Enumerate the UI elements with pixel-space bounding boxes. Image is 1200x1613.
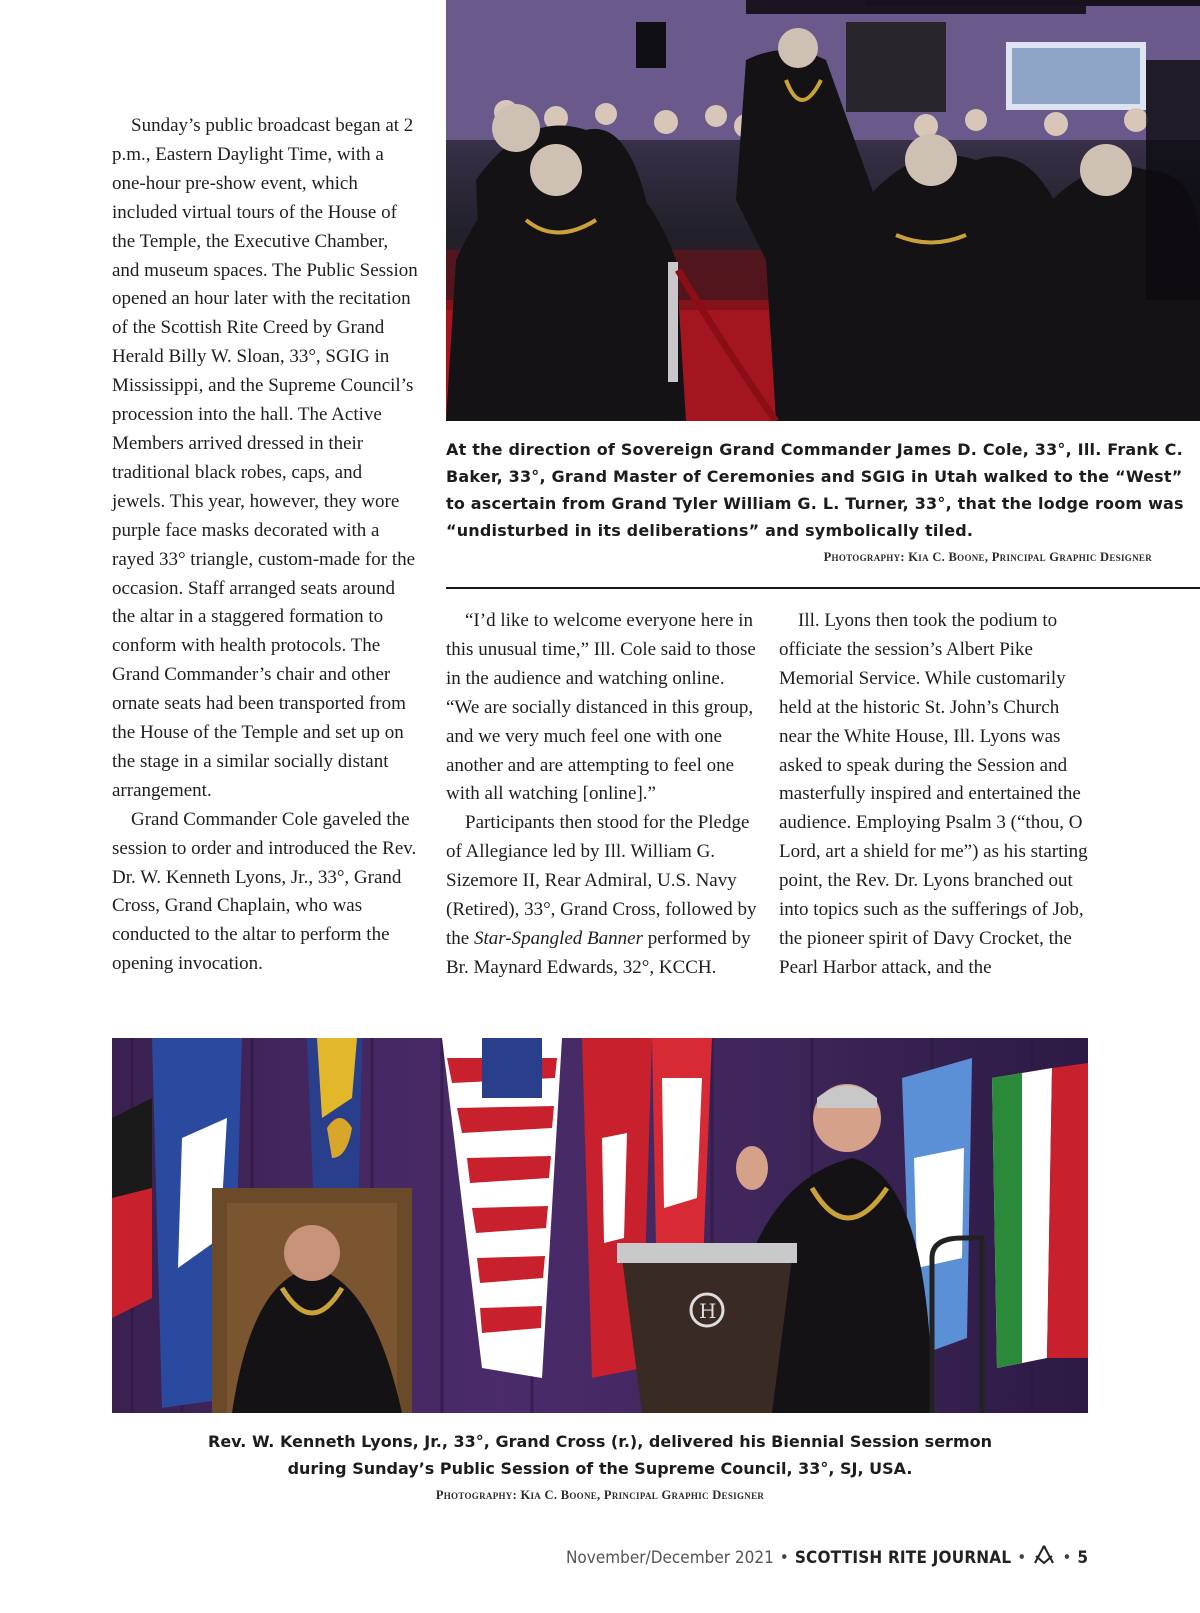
caption-line: Rev. W. Kenneth Lyons, Jr., 33°, Grand Cross (r.), delivered his Biennial Session sermon — [208, 1432, 992, 1451]
sermon-photo — [112, 1038, 1088, 1413]
procession-photo — [446, 0, 1200, 421]
bottom-photo-caption — [112, 1428, 1088, 1482]
square-and-compass-icon — [1032, 1545, 1056, 1570]
separator: • — [1017, 1547, 1027, 1568]
paragraph: “I’d like to welcome everyone here in this unusual time,” Ill. Cole said to those in the audience and watching online. “We are socially distanced in this group, and we very much feel one with one another and are attempting to feel one with all watching [online].” — [446, 610, 756, 805]
text-run: Participants then stood for the Pledge of Allegiance led by Ill. William G. Sizemore II, Rear Admiral, U.S. Navy (Retired), 33°, Grand Cross, followed by the — [446, 812, 757, 949]
article-column-2 — [446, 607, 758, 983]
caption-line: during Sunday’s Public Session of the Supreme Council, 33°, SJ, USA. — [287, 1459, 913, 1478]
page-footer — [566, 1545, 1088, 1570]
paragraph: Sunday’s public broadcast began at 2 p.m., Eastern Daylight Time, with a one-hour pre-show event, which included virtual tours of the House of the Temple, the Executive Chamber, and museum spaces. The Public Session opened an hour later with the recitation of the Scottish Rite Creed by Grand Herald Billy W. Sloan, 33°, SGIG in Mississippi, and the Supreme Council’s procession into the hall. The Active Members arrived dressed in their traditional black robes, caps, and jewels. This year, however, they wore purple face masks decorated with a rayed 33° triangle, custom-made for the occasion. Staff arranged seats around the altar in a staggered formation to conform with health protocols. The Grand Commander’s chair and other ornate seats had been transported from the House of the Temple and set up on the stage in a similar socially distant arrangement. — [112, 115, 418, 801]
anthem-title: Star-Spangled Banner — [473, 927, 643, 949]
separator: • — [1062, 1547, 1072, 1568]
sermon-photo-illustration — [112, 1038, 1088, 1413]
article-column-3 — [779, 607, 1089, 983]
bottom-photo-credit: Photography: Kia C. Boone, Principal Graphic Designer — [435, 1488, 765, 1502]
top-photo-caption: At the direction of Sovereign Grand Commander James D. Cole, 33°, Ill. Frank C. Baker, 33°, Grand Master of Ceremonies and SGIG in Utah walked to the “West” to ascertain from Grand Tyler William G. L. Turner, 33°, that the lodge room was “undisturbed in its deliberations” and symbolically tiled. — [446, 440, 1184, 540]
top-photo-credit: Photography: Kia C. Boone, Principal Graphic Designer — [823, 550, 1152, 564]
page-number: 5 — [1077, 1547, 1088, 1568]
text-run: performed by Br. Maynard Edwards, 32°, KCCH. — [446, 927, 751, 978]
paragraph: Grand Commander Cole gaveled the session to order and introduced the Rev. Dr. W. Kenneth Lyons, Jr., 33°, Grand Cross, Grand Chaplain, who was conducted to the altar to perform the opening invocation. — [112, 808, 417, 975]
paragraph — [446, 809, 758, 982]
issue-date: November/December 2021 — [565, 1547, 774, 1568]
separator: • — [779, 1547, 789, 1568]
paragraph: Ill. Lyons then took the podium to officiate the session’s Albert Pike Memorial Service. While customarily held at the historic St. John’s Church near the White House, Ill. Lyons was asked to speak during the Session and masterfully inspired and entertained the audience. Employing Psalm 3 (“thou, O Lord, art a shield for me”) as his starting point, the Rev. Dr. Lyons branched out into topics such as the sufferings of Job, the pioneer spirit of Davy Crocket, the Pearl Harbor attack, and the — [779, 610, 1088, 978]
procession-photo-illustration — [446, 0, 1200, 421]
journal-name: SCOTTISH RITE JOURNAL — [794, 1547, 1012, 1568]
svg-text:H: H — [699, 1299, 717, 1323]
section-divider — [446, 587, 1200, 589]
article-column-1 — [112, 112, 420, 979]
